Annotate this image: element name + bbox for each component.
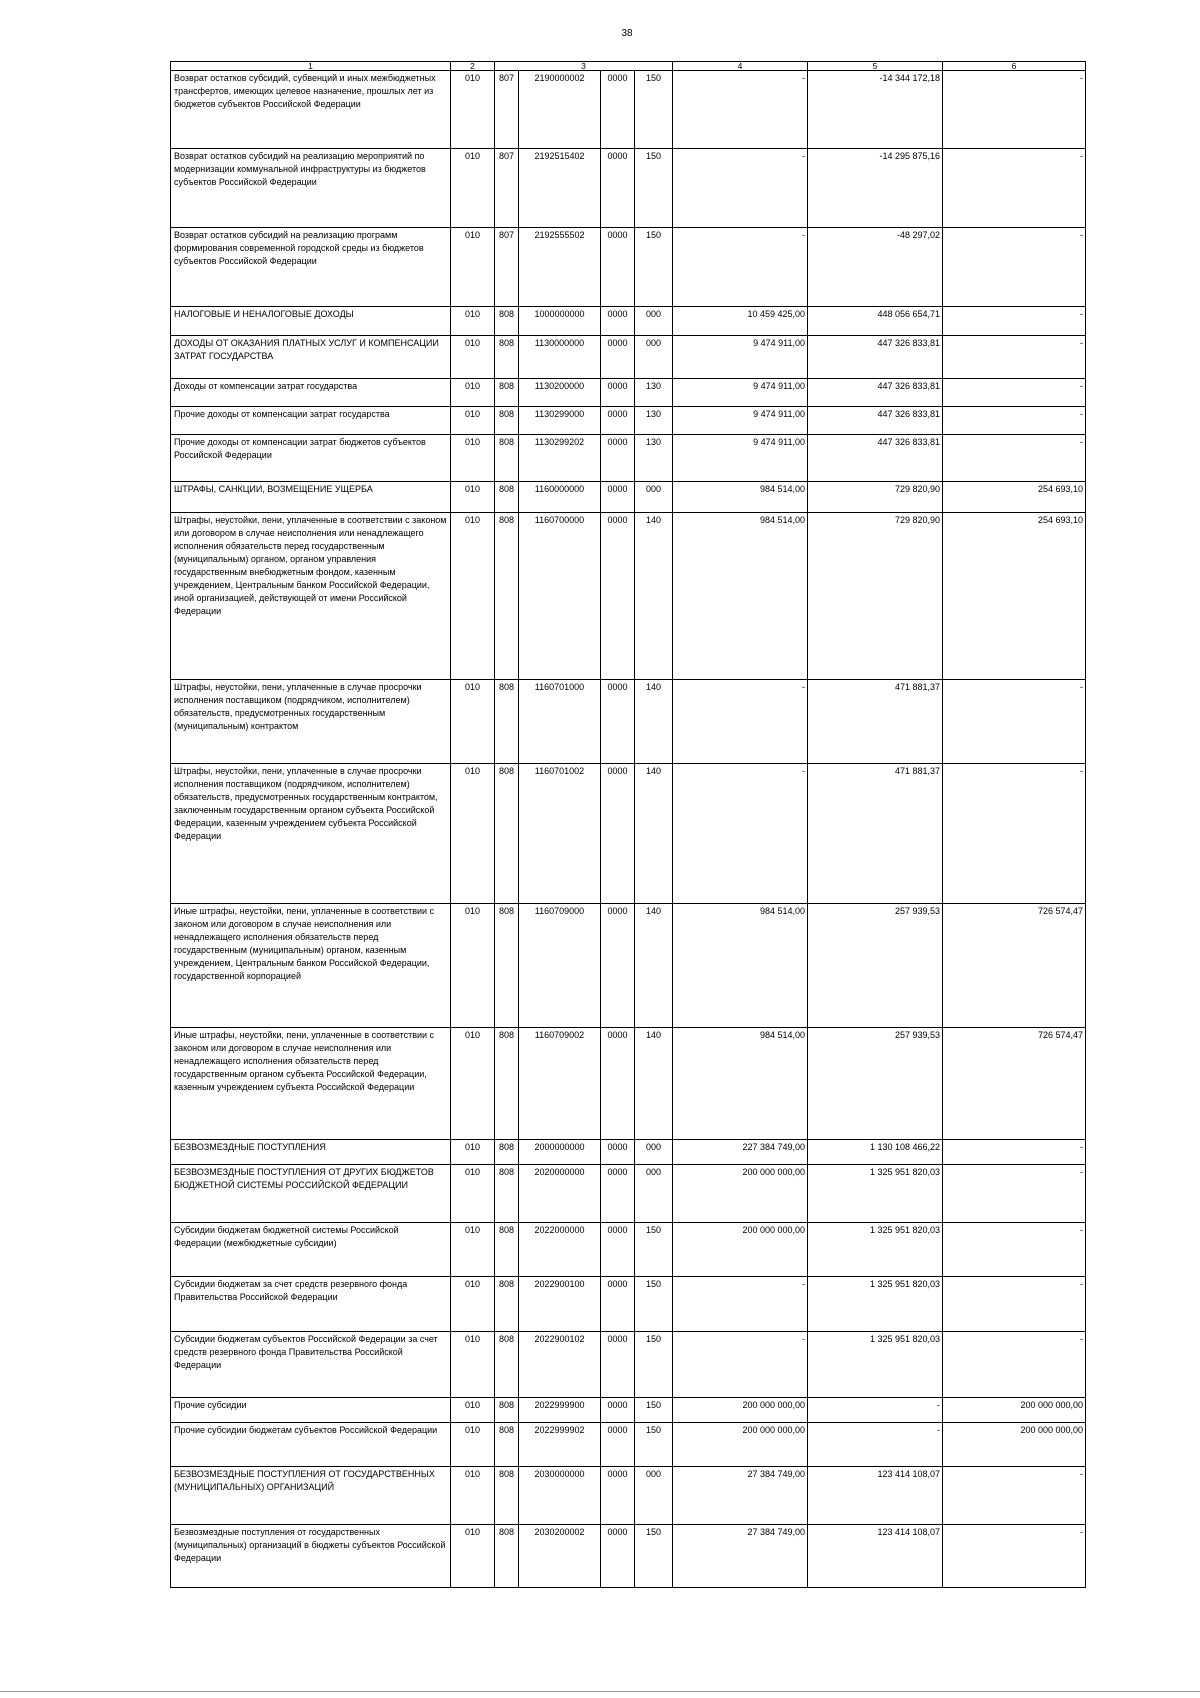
code-4-cell: 0000 bbox=[601, 1423, 635, 1467]
code-5-cell: 140 bbox=[635, 1028, 673, 1140]
code-3-cell: 1000000000 bbox=[519, 307, 601, 336]
code-2-cell: 808 bbox=[495, 1028, 519, 1140]
value-col-4-cell: 200 000 000,00 bbox=[673, 1223, 808, 1277]
code-5-cell: 150 bbox=[635, 1277, 673, 1332]
name-cell: Прочие доходы от компенсации затрат государства bbox=[171, 407, 451, 435]
value-col-5-cell: 257 939,53 bbox=[808, 904, 943, 1028]
code-1-cell: 010 bbox=[451, 1277, 495, 1332]
value-col-6-cell: - bbox=[943, 407, 1086, 435]
table-row bbox=[171, 1398, 1086, 1423]
value-col-5-cell: - bbox=[808, 1423, 943, 1467]
value-col-4-cell: 200 000 000,00 bbox=[673, 1398, 808, 1423]
page-number: 38 bbox=[621, 28, 633, 39]
code-1-cell: 010 bbox=[451, 1423, 495, 1467]
code-4-cell: 0000 bbox=[601, 407, 635, 435]
value-col-6-cell: - bbox=[943, 379, 1086, 407]
code-1-cell: 010 bbox=[451, 1028, 495, 1140]
value-col-5-cell: -14 295 875,16 bbox=[808, 149, 943, 228]
code-1-cell: 010 bbox=[451, 1332, 495, 1398]
value-col-5-cell: 1 325 951 820,03 bbox=[808, 1165, 943, 1223]
value-col-6-cell: - bbox=[943, 336, 1086, 379]
code-5-cell: 000 bbox=[635, 482, 673, 513]
code-4-cell: 0000 bbox=[601, 1028, 635, 1140]
name-cell: БЕЗВОЗМЕЗДНЫЕ ПОСТУПЛЕНИЯ bbox=[171, 1140, 451, 1165]
table-row bbox=[171, 1525, 1086, 1588]
code-1-cell: 010 bbox=[451, 1525, 495, 1588]
code-4-cell: 0000 bbox=[601, 1332, 635, 1398]
value-col-6-cell: 254 693,10 bbox=[943, 513, 1086, 680]
name-cell: Штрафы, неустойки, пени, уплаченные в случае просрочки исполнения поставщиком (подрядчиком, исполнителем) обязательств, предусмотренных государственным контрактом, заключенным государственным органом субъекта Российской Федерации, казенным учреждением субъекта Российской Федерации bbox=[171, 764, 451, 904]
value-col-4-cell: 9 474 911,00 bbox=[673, 407, 808, 435]
name-cell: Субсидии бюджетам субъектов Российской Федерации за счет средств резервного фонда Правительства Российской Федерации bbox=[171, 1332, 451, 1398]
code-3-cell: 1160709000 bbox=[519, 904, 601, 1028]
code-3-cell: 1130000000 bbox=[519, 336, 601, 379]
code-5-cell: 150 bbox=[635, 228, 673, 307]
table-row bbox=[171, 336, 1086, 379]
value-col-4-cell: 984 514,00 bbox=[673, 904, 808, 1028]
table-row bbox=[171, 1223, 1086, 1277]
code-3-cell: 1130299000 bbox=[519, 407, 601, 435]
code-1-cell: 010 bbox=[451, 407, 495, 435]
table-row bbox=[171, 71, 1086, 149]
value-col-4-cell: - bbox=[673, 1277, 808, 1332]
code-5-cell: 000 bbox=[635, 1165, 673, 1223]
revenue-table bbox=[170, 61, 1086, 1588]
name-cell: Прочие субсидии бюджетам субъектов Российской Федерации bbox=[171, 1423, 451, 1467]
code-2-cell: 808 bbox=[495, 1423, 519, 1467]
code-5-cell: 000 bbox=[635, 1467, 673, 1525]
code-2-cell: 808 bbox=[495, 680, 519, 764]
code-2-cell: 808 bbox=[495, 379, 519, 407]
code-1-cell: 010 bbox=[451, 482, 495, 513]
code-3-cell: 2022000000 bbox=[519, 1223, 601, 1277]
code-1-cell: 010 bbox=[451, 513, 495, 680]
value-col-5-cell: 729 820,90 bbox=[808, 482, 943, 513]
value-col-6-cell: - bbox=[943, 680, 1086, 764]
value-col-4-cell: - bbox=[673, 680, 808, 764]
name-cell: Возврат остатков субсидий, субвенций и иных межбюджетных трансфертов, имеющих целевое назначение, прошлых лет из бюджетов субъектов Российской Федерации bbox=[171, 71, 451, 149]
value-col-6-cell: - bbox=[943, 435, 1086, 482]
code-2-cell: 808 bbox=[495, 435, 519, 482]
code-5-cell: 150 bbox=[635, 1525, 673, 1588]
code-3-cell: 2030200002 bbox=[519, 1525, 601, 1588]
code-1-cell: 010 bbox=[451, 904, 495, 1028]
code-4-cell: 0000 bbox=[601, 513, 635, 680]
name-cell: Субсидии бюджетам за счет средств резервного фонда Правительства Российской Федерации bbox=[171, 1277, 451, 1332]
table-row bbox=[171, 1165, 1086, 1223]
header-col-6: 6 bbox=[943, 62, 1086, 71]
code-5-cell: 150 bbox=[635, 1423, 673, 1467]
code-2-cell: 808 bbox=[495, 482, 519, 513]
table-row bbox=[171, 904, 1086, 1028]
code-3-cell: 2022900102 bbox=[519, 1332, 601, 1398]
code-2-cell: 808 bbox=[495, 1165, 519, 1223]
value-col-6-cell: - bbox=[943, 1332, 1086, 1398]
table-row bbox=[171, 1423, 1086, 1467]
value-col-6-cell: 726 574,47 bbox=[943, 904, 1086, 1028]
code-5-cell: 140 bbox=[635, 904, 673, 1028]
code-3-cell: 1160701002 bbox=[519, 764, 601, 904]
table-row bbox=[171, 149, 1086, 228]
code-2-cell: 808 bbox=[495, 1277, 519, 1332]
code-1-cell: 010 bbox=[451, 435, 495, 482]
value-col-4-cell: 9 474 911,00 bbox=[673, 336, 808, 379]
value-col-5-cell: 729 820,90 bbox=[808, 513, 943, 680]
code-1-cell: 010 bbox=[451, 379, 495, 407]
code-2-cell: 808 bbox=[495, 336, 519, 379]
table-row bbox=[171, 680, 1086, 764]
code-2-cell: 807 bbox=[495, 71, 519, 149]
code-1-cell: 010 bbox=[451, 71, 495, 149]
code-1-cell: 010 bbox=[451, 764, 495, 904]
value-col-4-cell: - bbox=[673, 228, 808, 307]
value-col-5-cell: -14 344 172,18 bbox=[808, 71, 943, 149]
table-row bbox=[171, 435, 1086, 482]
header-col-3: 3 bbox=[495, 62, 673, 71]
code-3-cell: 2022900100 bbox=[519, 1277, 601, 1332]
code-4-cell: 0000 bbox=[601, 1398, 635, 1423]
code-5-cell: 150 bbox=[635, 1398, 673, 1423]
code-3-cell: 2192515402 bbox=[519, 149, 601, 228]
value-col-5-cell: - bbox=[808, 1398, 943, 1423]
code-5-cell: 130 bbox=[635, 435, 673, 482]
code-4-cell: 0000 bbox=[601, 228, 635, 307]
code-2-cell: 808 bbox=[495, 1140, 519, 1165]
header-col-1: 1 bbox=[171, 62, 451, 71]
value-col-6-cell: - bbox=[943, 1525, 1086, 1588]
value-col-4-cell: 984 514,00 bbox=[673, 482, 808, 513]
value-col-5-cell: 1 130 108 466,22 bbox=[808, 1140, 943, 1165]
value-col-6-cell: 254 693,10 bbox=[943, 482, 1086, 513]
value-col-5-cell: 123 414 108,07 bbox=[808, 1525, 943, 1588]
code-1-cell: 010 bbox=[451, 307, 495, 336]
value-col-4-cell: - bbox=[673, 71, 808, 149]
code-3-cell: 2022999900 bbox=[519, 1398, 601, 1423]
value-col-6-cell: - bbox=[943, 1140, 1086, 1165]
value-col-6-cell: - bbox=[943, 307, 1086, 336]
value-col-4-cell: 984 514,00 bbox=[673, 1028, 808, 1140]
value-col-4-cell: 27 384 749,00 bbox=[673, 1467, 808, 1525]
code-2-cell: 808 bbox=[495, 764, 519, 904]
code-2-cell: 807 bbox=[495, 149, 519, 228]
code-2-cell: 807 bbox=[495, 228, 519, 307]
name-cell: Возврат остатков субсидий на реализацию мероприятий по модернизации коммунальной инфраструктуры из бюджетов субъектов Российской Федерации bbox=[171, 149, 451, 228]
page-bottom-rule bbox=[0, 1691, 1200, 1692]
code-2-cell: 808 bbox=[495, 1525, 519, 1588]
code-3-cell: 2030000000 bbox=[519, 1467, 601, 1525]
code-5-cell: 150 bbox=[635, 1332, 673, 1398]
code-4-cell: 0000 bbox=[601, 1525, 635, 1588]
value-col-5-cell: -48 297,02 bbox=[808, 228, 943, 307]
value-col-5-cell: 1 325 951 820,03 bbox=[808, 1223, 943, 1277]
table-row bbox=[171, 764, 1086, 904]
name-cell: БЕЗВОЗМЕЗДНЫЕ ПОСТУПЛЕНИЯ ОТ ДРУГИХ БЮДЖЕТОВ БЮДЖЕТНОЙ СИСТЕМЫ РОССИЙСКОЙ ФЕДЕРАЦИИ bbox=[171, 1165, 451, 1223]
header-col-4: 4 bbox=[673, 62, 808, 71]
value-col-5-cell: 447 326 833,81 bbox=[808, 336, 943, 379]
name-cell: НАЛОГОВЫЕ И НЕНАЛОГОВЫЕ ДОХОДЫ bbox=[171, 307, 451, 336]
name-cell: ДОХОДЫ ОТ ОКАЗАНИЯ ПЛАТНЫХ УСЛУГ И КОМПЕНСАЦИИ ЗАТРАТ ГОСУДАРСТВА bbox=[171, 336, 451, 379]
code-1-cell: 010 bbox=[451, 1165, 495, 1223]
value-col-4-cell: 200 000 000,00 bbox=[673, 1165, 808, 1223]
code-4-cell: 0000 bbox=[601, 1467, 635, 1525]
table-row bbox=[171, 379, 1086, 407]
value-col-6-cell: - bbox=[943, 1223, 1086, 1277]
name-cell: Прочие субсидии bbox=[171, 1398, 451, 1423]
value-col-6-cell: - bbox=[943, 71, 1086, 149]
code-3-cell: 1160709002 bbox=[519, 1028, 601, 1140]
code-2-cell: 808 bbox=[495, 307, 519, 336]
code-1-cell: 010 bbox=[451, 1467, 495, 1525]
header-col-5: 5 bbox=[808, 62, 943, 71]
code-5-cell: 130 bbox=[635, 379, 673, 407]
code-4-cell: 0000 bbox=[601, 904, 635, 1028]
name-cell: БЕЗВОЗМЕЗДНЫЕ ПОСТУПЛЕНИЯ ОТ ГОСУДАРСТВЕННЫХ (МУНИЦИПАЛЬНЫХ) ОРГАНИЗАЦИЙ bbox=[171, 1467, 451, 1525]
value-col-4-cell: - bbox=[673, 149, 808, 228]
name-cell: Штрафы, неустойки, пени, уплаченные в случае просрочки исполнения поставщиком (подрядчиком, исполнителем) обязательств, предусмотренных государственным (муниципальным) контрактом bbox=[171, 680, 451, 764]
code-2-cell: 808 bbox=[495, 1223, 519, 1277]
code-4-cell: 0000 bbox=[601, 71, 635, 149]
value-col-5-cell: 447 326 833,81 bbox=[808, 407, 943, 435]
code-5-cell: 130 bbox=[635, 407, 673, 435]
code-4-cell: 0000 bbox=[601, 764, 635, 904]
table-row bbox=[171, 407, 1086, 435]
code-1-cell: 010 bbox=[451, 1223, 495, 1277]
code-5-cell: 140 bbox=[635, 764, 673, 904]
code-3-cell: 1160000000 bbox=[519, 482, 601, 513]
code-1-cell: 010 bbox=[451, 149, 495, 228]
value-col-6-cell: - bbox=[943, 764, 1086, 904]
table-row bbox=[171, 1467, 1086, 1525]
code-4-cell: 0000 bbox=[601, 1277, 635, 1332]
value-col-5-cell: 1 325 951 820,03 bbox=[808, 1277, 943, 1332]
name-cell: ШТРАФЫ, САНКЦИИ, ВОЗМЕЩЕНИЕ УЩЕРБА bbox=[171, 482, 451, 513]
value-col-5-cell: 1 325 951 820,03 bbox=[808, 1332, 943, 1398]
code-4-cell: 0000 bbox=[601, 149, 635, 228]
value-col-4-cell: 27 384 749,00 bbox=[673, 1525, 808, 1588]
code-2-cell: 808 bbox=[495, 904, 519, 1028]
code-5-cell: 140 bbox=[635, 513, 673, 680]
code-4-cell: 0000 bbox=[601, 680, 635, 764]
code-1-cell: 010 bbox=[451, 228, 495, 307]
value-col-4-cell: 200 000 000,00 bbox=[673, 1423, 808, 1467]
code-5-cell: 150 bbox=[635, 149, 673, 228]
code-3-cell: 1130299202 bbox=[519, 435, 601, 482]
name-cell: Прочие доходы от компенсации затрат бюджетов субъектов Российской Федерации bbox=[171, 435, 451, 482]
code-5-cell: 140 bbox=[635, 680, 673, 764]
code-4-cell: 0000 bbox=[601, 336, 635, 379]
table-row bbox=[171, 1140, 1086, 1165]
code-5-cell: 150 bbox=[635, 71, 673, 149]
name-cell: Штрафы, неустойки, пени, уплаченные в соответствии с законом или договором в случае неисполнения или ненадлежащего исполнения обязательств перед государственным (муниципальным) органом, органом управления государственным внебюджетным фондом, казенным учреждением, Центральным банком Российской Федерации, иной организацией, действующей от имени Российской Федерации bbox=[171, 513, 451, 680]
code-3-cell: 2022999902 bbox=[519, 1423, 601, 1467]
code-3-cell: 1130200000 bbox=[519, 379, 601, 407]
table-row bbox=[171, 482, 1086, 513]
value-col-5-cell: 123 414 108,07 bbox=[808, 1467, 943, 1525]
value-col-5-cell: 448 056 654,71 bbox=[808, 307, 943, 336]
header-row bbox=[171, 62, 1086, 71]
code-3-cell: 2020000000 bbox=[519, 1165, 601, 1223]
code-5-cell: 000 bbox=[635, 1140, 673, 1165]
value-col-4-cell: - bbox=[673, 764, 808, 904]
table-row bbox=[171, 307, 1086, 336]
value-col-5-cell: 447 326 833,81 bbox=[808, 435, 943, 482]
code-2-cell: 808 bbox=[495, 1332, 519, 1398]
code-4-cell: 0000 bbox=[601, 482, 635, 513]
table-row bbox=[171, 1277, 1086, 1332]
code-1-cell: 010 bbox=[451, 1140, 495, 1165]
value-col-5-cell: 257 939,53 bbox=[808, 1028, 943, 1140]
value-col-5-cell: 471 881,37 bbox=[808, 680, 943, 764]
table-row bbox=[171, 513, 1086, 680]
value-col-4-cell: - bbox=[673, 1332, 808, 1398]
code-2-cell: 808 bbox=[495, 513, 519, 680]
code-5-cell: 000 bbox=[635, 307, 673, 336]
code-1-cell: 010 bbox=[451, 1398, 495, 1423]
value-col-4-cell: 10 459 425,00 bbox=[673, 307, 808, 336]
code-1-cell: 010 bbox=[451, 680, 495, 764]
code-1-cell: 010 bbox=[451, 336, 495, 379]
table-row bbox=[171, 228, 1086, 307]
value-col-4-cell: 9 474 911,00 bbox=[673, 435, 808, 482]
value-col-6-cell: 200 000 000,00 bbox=[943, 1398, 1086, 1423]
code-4-cell: 0000 bbox=[601, 379, 635, 407]
name-cell: Иные штрафы, неустойки, пени, уплаченные в соответствии с законом или договором в случае неисполнения или ненадлежащего исполнения обязательств перед государственным (муниципальным) органом, казенным учреждением, Центральным банком Российской Федерации, государственной корпорацией bbox=[171, 904, 451, 1028]
value-col-6-cell: 726 574,47 bbox=[943, 1028, 1086, 1140]
name-cell: Доходы от компенсации затрат государства bbox=[171, 379, 451, 407]
value-col-6-cell: - bbox=[943, 1277, 1086, 1332]
name-cell: Безвозмездные поступления от государственных (муниципальных) организаций в бюджеты субъектов Российской Федерации bbox=[171, 1525, 451, 1588]
code-2-cell: 808 bbox=[495, 1467, 519, 1525]
code-4-cell: 0000 bbox=[601, 307, 635, 336]
code-3-cell: 2000000000 bbox=[519, 1140, 601, 1165]
code-4-cell: 0000 bbox=[601, 435, 635, 482]
code-4-cell: 0000 bbox=[601, 1223, 635, 1277]
code-3-cell: 1160701000 bbox=[519, 680, 601, 764]
value-col-6-cell: - bbox=[943, 228, 1086, 307]
name-cell: Иные штрафы, неустойки, пени, уплаченные в соответствии с законом или договором в случае неисполнения или ненадлежащего исполнения обязательств перед государственным органом субъекта Российской Федерации, казенным учреждением субъекта Российской Федерации bbox=[171, 1028, 451, 1140]
value-col-4-cell: 984 514,00 bbox=[673, 513, 808, 680]
value-col-5-cell: 447 326 833,81 bbox=[808, 379, 943, 407]
code-3-cell: 1160700000 bbox=[519, 513, 601, 680]
code-5-cell: 150 bbox=[635, 1223, 673, 1277]
table-row bbox=[171, 1332, 1086, 1398]
name-cell: Возврат остатков субсидий на реализацию программ формирования современной городской среды из бюджетов субъектов Российской Федерации bbox=[171, 228, 451, 307]
value-col-6-cell: - bbox=[943, 1165, 1086, 1223]
code-4-cell: 0000 bbox=[601, 1165, 635, 1223]
revenue-table-container bbox=[170, 61, 1085, 1588]
value-col-5-cell: 471 881,37 bbox=[808, 764, 943, 904]
value-col-6-cell: - bbox=[943, 1467, 1086, 1525]
value-col-4-cell: 227 384 749,00 bbox=[673, 1140, 808, 1165]
table-row bbox=[171, 1028, 1086, 1140]
code-5-cell: 000 bbox=[635, 336, 673, 379]
header-col-2: 2 bbox=[451, 62, 495, 71]
name-cell: Субсидии бюджетам бюджетной системы Российской Федерации (межбюджетные субсидии) bbox=[171, 1223, 451, 1277]
code-4-cell: 0000 bbox=[601, 1140, 635, 1165]
code-3-cell: 2190000002 bbox=[519, 71, 601, 149]
value-col-6-cell: - bbox=[943, 149, 1086, 228]
code-3-cell: 2192555502 bbox=[519, 228, 601, 307]
value-col-6-cell: 200 000 000,00 bbox=[943, 1423, 1086, 1467]
code-2-cell: 808 bbox=[495, 1398, 519, 1423]
value-col-4-cell: 9 474 911,00 bbox=[673, 379, 808, 407]
code-2-cell: 808 bbox=[495, 407, 519, 435]
